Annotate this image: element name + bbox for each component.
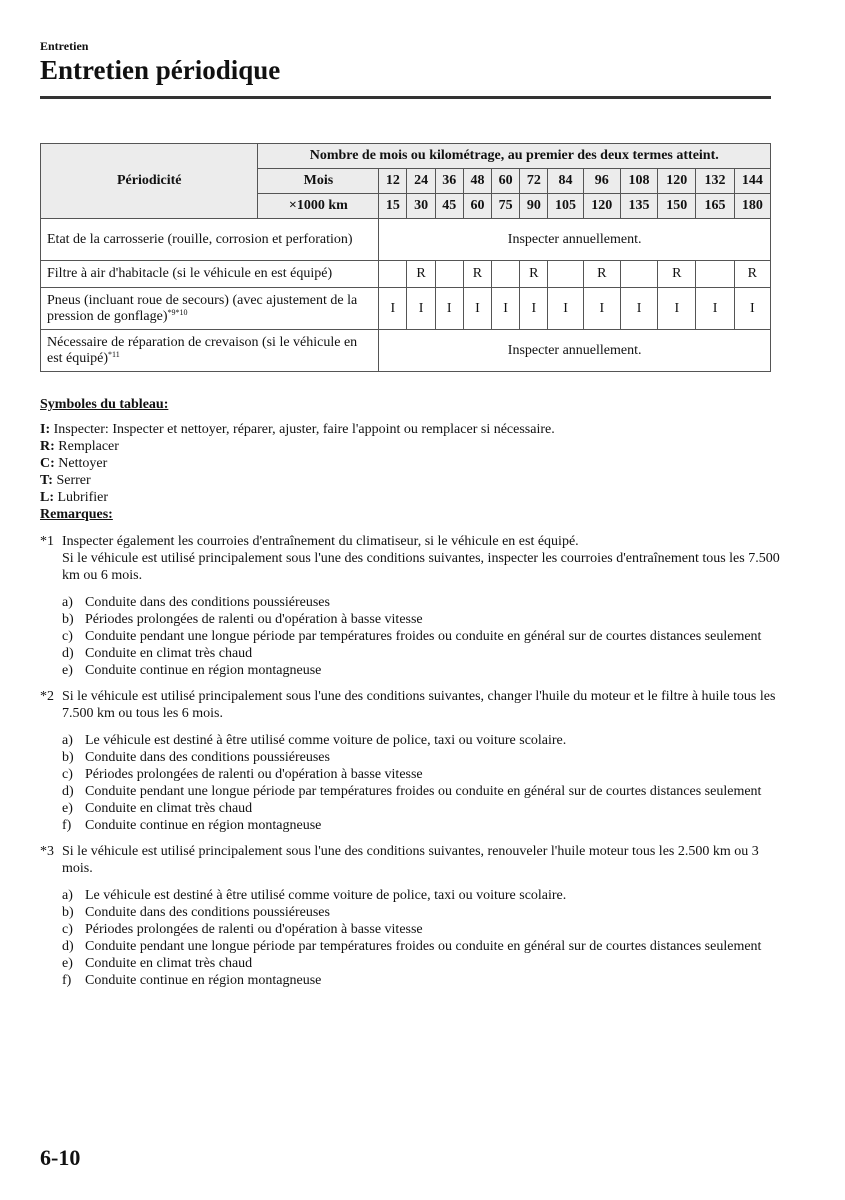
interval-cell: I: [583, 288, 620, 330]
symbol-text: Serrer: [52, 473, 91, 488]
condition-letter: c): [62, 767, 73, 782]
condition-letter: f): [62, 818, 72, 833]
interval-cell: [379, 261, 407, 288]
condition-item: [62, 955, 780, 972]
condition-text: Le véhicule est destiné à être utilisé comme voiture de police, taxi ou voiture scolaire.: [85, 888, 567, 903]
table-row: [41, 261, 771, 288]
interval-cell: R: [658, 261, 696, 288]
condition-letter: c): [62, 629, 73, 644]
footnote-ref: *11: [108, 349, 120, 359]
month-cell: 96: [583, 169, 620, 194]
month-cell: 48: [463, 169, 491, 194]
interval-cell: [492, 261, 520, 288]
interval-cell: R: [583, 261, 620, 288]
condition-list: [40, 594, 780, 679]
symbols-heading: Symboles du tableau:: [40, 397, 169, 412]
interval-cell: [548, 261, 583, 288]
item-text: Pneus (incluant roue de secours) (avec ajustement de la pression de gonflage): [47, 292, 358, 324]
interval-cell: R: [520, 261, 548, 288]
condition-letter: b): [62, 905, 74, 920]
interval-cell: R: [734, 261, 770, 288]
condition-letter: e): [62, 801, 73, 816]
month-cell: 24: [407, 169, 435, 194]
interval-cell: I: [407, 288, 435, 330]
period-header: Périodicité: [41, 144, 258, 219]
item-text: Nécessaire de réparation de crevaison (si le véhicule en est équipé): [47, 334, 358, 366]
condition-item: [62, 732, 780, 749]
condition-letter: a): [62, 888, 73, 903]
table-row: [41, 330, 771, 372]
remark-note: [40, 688, 780, 834]
interval-cell: I: [696, 288, 734, 330]
condition-item: [62, 800, 780, 817]
condition-text: Périodes prolongées de ralenti ou d'opération à basse vitesse: [85, 612, 423, 627]
month-cell: 144: [734, 169, 770, 194]
condition-item: [62, 972, 780, 989]
condition-letter: d): [62, 939, 74, 954]
condition-item: [62, 611, 780, 628]
item-cell: [41, 330, 379, 372]
condition-letter: b): [62, 750, 74, 765]
condition-letter: e): [62, 956, 73, 971]
item-text: Filtre à air d'habitacle (si le véhicule en est équipé): [47, 266, 333, 281]
remark-note: [40, 843, 780, 989]
note-text-2: Si le véhicule est utilisé principalement sous l'une des conditions suivantes, inspecter les courroies d'entraînement tous les 7.500 km ou 6 mois.: [62, 551, 780, 583]
condition-item: [62, 887, 780, 904]
month-cell: 72: [520, 169, 548, 194]
annual-inspection-cell: Inspecter annuellement.: [379, 219, 771, 261]
condition-letter: f): [62, 973, 72, 988]
interval-cell: I: [620, 288, 657, 330]
title-divider: [40, 96, 771, 99]
interval-cell: I: [658, 288, 696, 330]
content: [40, 396, 780, 989]
months-label: Mois: [258, 169, 379, 194]
condition-item: [62, 645, 780, 662]
symbol-key: I:: [40, 422, 51, 437]
annual-inspection-cell: Inspecter annuellement.: [379, 330, 771, 372]
footnote-ref: *9*10: [167, 307, 188, 317]
month-cell: 36: [435, 169, 463, 194]
symbol-text: Remplacer: [54, 439, 119, 454]
condition-text: Conduite dans des conditions poussiéreuses: [85, 905, 330, 920]
item-cell: [41, 288, 379, 330]
interval-cell: I: [734, 288, 770, 330]
symbol-text: Nettoyer: [54, 456, 108, 471]
condition-item: [62, 749, 780, 766]
maintenance-table: [40, 143, 771, 372]
note-text: Inspecter également les courroies d'entraînement du climatiseur, si le véhicule en est équipé.: [62, 534, 579, 549]
condition-text: Périodes prolongées de ralenti ou d'opération à basse vitesse: [85, 767, 423, 782]
symbol-key: L:: [40, 490, 54, 505]
interval-cell: R: [407, 261, 435, 288]
condition-text: Le véhicule est destiné à être utilisé comme voiture de police, taxi ou voiture scolaire.: [85, 733, 567, 748]
km-cell: 150: [658, 194, 696, 219]
symbol-key: T:: [40, 473, 53, 488]
condition-text: Conduite pendant une longue période par températures froides ou conduite en général sur de courtes distances seulement: [85, 939, 762, 954]
month-cell: 108: [620, 169, 657, 194]
symbol-key: C:: [40, 456, 55, 471]
symbol-text: Lubrifier: [54, 490, 109, 505]
interval-cell: [620, 261, 657, 288]
symbols-list: [40, 421, 780, 506]
condition-text: Conduite en climat très chaud: [85, 646, 253, 661]
symbol-item: [40, 455, 780, 472]
km-cell: 75: [492, 194, 520, 219]
interval-cell: [696, 261, 734, 288]
symbol-text: Inspecter: Inspecter et nettoyer, réparer, ajuster, faire l'appoint ou remplacer si nécessaire.: [50, 422, 555, 437]
symbol-item: [40, 421, 780, 438]
condition-text: Conduite continue en région montagneuse: [85, 973, 322, 988]
note-body: [40, 533, 780, 584]
page-title: Entretien périodique: [40, 55, 281, 85]
table-header-row: [41, 144, 771, 169]
km-label: ×1000 km: [258, 194, 379, 219]
month-cell: 132: [696, 169, 734, 194]
month-cell: 12: [379, 169, 407, 194]
condition-letter: c): [62, 922, 73, 937]
interval-cell: I: [463, 288, 491, 330]
km-cell: 45: [435, 194, 463, 219]
interval-cell: I: [435, 288, 463, 330]
condition-item: [62, 766, 780, 783]
condition-item: [62, 628, 780, 645]
km-cell: 135: [620, 194, 657, 219]
month-cell: 60: [492, 169, 520, 194]
km-cell: 30: [407, 194, 435, 219]
condition-letter: b): [62, 612, 74, 627]
condition-list: [40, 887, 780, 989]
km-cell: 90: [520, 194, 548, 219]
table-row: [41, 288, 771, 330]
note-mark: *3: [40, 844, 54, 859]
interval-cell: I: [548, 288, 583, 330]
interval-cell: [435, 261, 463, 288]
note-mark: *2: [40, 689, 54, 704]
condition-letter: a): [62, 733, 73, 748]
condition-text: Conduite continue en région montagneuse: [85, 818, 322, 833]
condition-text: Conduite pendant une longue période par températures froides ou conduite en général sur de courtes distances seulement: [85, 784, 762, 799]
km-cell: 105: [548, 194, 583, 219]
interval-cell: I: [520, 288, 548, 330]
condition-letter: d): [62, 784, 74, 799]
month-cell: 120: [658, 169, 696, 194]
km-cell: 120: [583, 194, 620, 219]
condition-letter: e): [62, 663, 73, 678]
interval-cell: R: [463, 261, 491, 288]
condition-item: [62, 817, 780, 834]
interval-cell: I: [379, 288, 407, 330]
symbol-key: R:: [40, 439, 55, 454]
condition-text: Conduite pendant une longue période par températures froides ou conduite en général sur de courtes distances seulement: [85, 629, 762, 644]
condition-item: [62, 594, 780, 611]
condition-text: Conduite continue en région montagneuse: [85, 663, 322, 678]
condition-item: [62, 938, 780, 955]
condition-text: Conduite dans des conditions poussiéreuses: [85, 750, 330, 765]
note-text: Si le véhicule est utilisé principalement sous l'une des conditions suivantes, changer l'huile du moteur et le filtre à huile tous les 7.500 km ou tous les 6 mois.: [62, 689, 776, 721]
condition-text: Conduite en climat très chaud: [85, 956, 253, 971]
item-text: Etat de la carrosserie (rouille, corrosion et perforation): [47, 231, 353, 247]
table-row: [41, 219, 771, 261]
remarks-heading: Remarques:: [40, 507, 113, 522]
symbol-item: [40, 438, 780, 455]
condition-item: [62, 662, 780, 679]
symbol-item: [40, 472, 780, 489]
condition-item: [62, 783, 780, 800]
km-cell: 165: [696, 194, 734, 219]
condition-letter: a): [62, 595, 73, 610]
interval-header: Nombre de mois ou kilométrage, au premier des deux termes atteint.: [258, 144, 771, 169]
page-number: 6-10: [40, 1145, 81, 1170]
condition-item: [62, 904, 780, 921]
note-mark: *1: [40, 534, 54, 549]
section-label: Entretien: [40, 39, 89, 53]
condition-list: [40, 732, 780, 834]
condition-text: Périodes prolongées de ralenti ou d'opération à basse vitesse: [85, 922, 423, 937]
note-body: [40, 843, 780, 877]
item-cell: [41, 219, 379, 261]
note-body: [40, 688, 780, 722]
item-cell: [41, 261, 379, 288]
month-cell: 84: [548, 169, 583, 194]
condition-item: [62, 921, 780, 938]
km-cell: 15: [379, 194, 407, 219]
remark-note: [40, 533, 780, 679]
condition-text: Conduite dans des conditions poussiéreuses: [85, 595, 330, 610]
condition-letter: d): [62, 646, 74, 661]
km-cell: 180: [734, 194, 770, 219]
symbol-item: [40, 489, 780, 506]
condition-text: Conduite en climat très chaud: [85, 801, 253, 816]
interval-cell: I: [492, 288, 520, 330]
note-text: Si le véhicule est utilisé principalement sous l'une des conditions suivantes, renouveler l'huile moteur tous les 2.500 km ou 3 mois.: [62, 844, 759, 876]
km-cell: 60: [463, 194, 491, 219]
remarks-list: [40, 533, 780, 989]
